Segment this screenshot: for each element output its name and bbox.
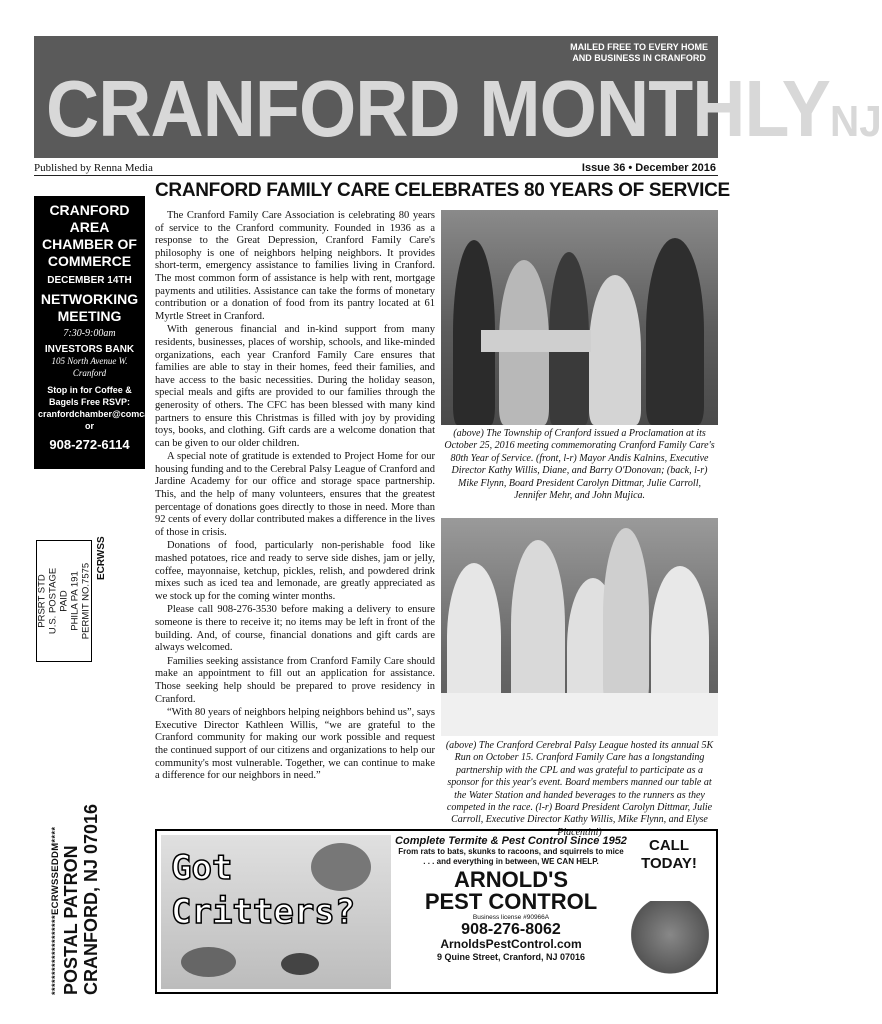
ad-company-name-2: PEST CONTROL — [424, 889, 598, 914]
newspaper-title — [46, 66, 882, 165]
ad-got-text: Got — [171, 848, 233, 888]
patron-line-1: POSTAL PATRON — [61, 845, 81, 995]
article-paragraph: A special note of gratitude is extended to Project Home for our housing funding and to the Cerebral Palsy League of Cranford and Jardine Academy for our office and storage space partnership. This, and the help of many volunteers, ensures that the greatest percentage of donations goes directly to those in need. More than 92 cents of every dollar contributed makes a difference in the lives of those in crisis. — [155, 451, 435, 538]
postage-line-1: PRSRT STD — [36, 574, 48, 628]
masthead — [34, 36, 882, 158]
publisher: Published by Renna Media — [34, 162, 153, 174]
postal-patron-block — [50, 705, 101, 995]
article-paragraph: Families seeking assistance from Cranford Family Care should make an appointment to fill out an application for assistance. Those seeking help should be prepared to prove residency in Cranford. — [155, 655, 435, 705]
proclamation-photo — [441, 210, 718, 425]
article-body — [155, 210, 435, 784]
ad-call-line-1: CALL — [649, 837, 689, 854]
podium — [481, 330, 591, 352]
mailed-line-1: MAILED FREE TO EVERY HOME — [570, 42, 708, 52]
patron-line-2: CRANFORD, NJ 07016 — [81, 803, 101, 995]
mouse-icon — [181, 947, 236, 977]
chamber-phone: 908-272-6114 — [49, 437, 130, 452]
ad-website: ArnoldsPestControl.com — [440, 937, 582, 951]
person-figure — [589, 275, 641, 425]
article-paragraph: Donations of food, particularly non-perishable food like mashed potatoes, rice and ready to serve side dishes, jam or jelly, coffee, mayonnaise, ketchup, pickles, relish, and powdered drink mixes such as iced tea and lemonade, are greatly appreciated as we stock up for the coming winter months. — [155, 540, 435, 602]
event-name-1: NETWORKING — [40, 291, 139, 307]
issue-info: Issue 36 • December 2016 — [581, 162, 716, 174]
article-paragraph: “With 80 years of neighbors helping neighbors behind us”, says Executive Director Kathleen Willis, “we are grateful to the Cranford community for making our work possible and request the continued support of our citizens and organizations to help our community's most vulnerable. Together, we can continue to make a difference for our neighbors in need.” — [155, 707, 435, 782]
postage-line-5: PERMIT NO.7575 — [80, 562, 92, 640]
ad-license: Business license #90966A — [472, 914, 550, 921]
insect-icon — [281, 953, 319, 975]
article-paragraph: Please call 908-276-3530 before making a delivery to ensure someone is there to receive it; no items may be left in front of the building. And, of course, financial donations and gift cards are always welcomed. — [155, 604, 435, 654]
article-headline: CRANFORD FAMILY CARE CELEBRATES 80 YEARS OF SERVICE — [155, 180, 730, 201]
event-name-2: MEETING — [57, 308, 122, 324]
chamber-event-box — [34, 196, 174, 469]
title-text: CRANFORD MONTHLY — [46, 64, 830, 153]
postage-text — [37, 542, 92, 660]
squirrel-icon — [311, 843, 371, 891]
person-figure — [447, 563, 501, 713]
person-figure — [646, 238, 704, 425]
title-suffix: NJ — [829, 97, 882, 146]
person-figure — [603, 528, 649, 703]
raccoon-icon — [630, 901, 710, 985]
ad-help: . . . and everything in between, WE CAN HELP. — [423, 857, 599, 866]
mailed-line-2: AND BUSINESS IN CRANFORD — [572, 53, 706, 63]
ad-phone: 908-276-8062 — [461, 921, 561, 938]
venue-town: Cranford — [72, 368, 107, 378]
publication-bar — [34, 162, 718, 176]
ad-tagline: Complete Termite & Pest Control Since 1952 — [395, 835, 627, 847]
venue-address: 105 North Avenue W. — [51, 356, 128, 366]
rsvp-note: Stop in for Coffee & Bagels Free RSVP: cranfordchamber@comcast.net or — [38, 385, 174, 431]
article-paragraph: With generous financial and in-kind support from many residents, businesses, places of worship, schools, and like-minded organizations, each year Cranford Family Care ensures that families are able to stay in their homes, feed their families, and have access to the basic necessities. During the holiday season, special meals and gifts are provided to our families through the generosity of others. The CFC has been blessed with many kind partners to ensure this Christmas is filled with joy by providing toys, books, and clothing. Gift cards are a welcome donation that can be given to our older children. — [155, 324, 435, 449]
event-venue: INVESTORS BANK — [44, 344, 135, 355]
postage-indicia — [36, 540, 92, 662]
article-paragraph: The Cranford Family Care Association is celebrating 80 years of service to the Cranford community. Founded in 1936 as a response to the Great Depression, Cranford Family Care's philosophy is one of neighbors helping neighbors. It provides short-term, emergency assistance to families living in Cranford. The most common form of assistance is help with rent, mortgage payments and utilities. Assistance can take the forms of monetary contribution or a donation of food from its pantry located at 61 Myrtle Street in Cranford. — [155, 210, 435, 322]
patron-stars: ********************ECRWSSEDDM**** — [50, 826, 61, 995]
ad-company-name-1: ARNOLD'S — [453, 867, 568, 892]
critters-art — [161, 835, 391, 989]
ad-description: From rats to bats, skunks to racoons, and squirrels to mice — [398, 847, 624, 856]
event-time: 7:30-9:00am — [63, 328, 116, 339]
photo-caption-1: (above) The Township of Cranford issued a Proclamation at its October 25, 2016 meeting commemorating Cranford Family Care's 80th Year of Service. (front, l-r) Mayor Andis Kalnins, Executive Director Kathy Willis, Diane, and Barry O'Donovan; (back, l-r) Mike Flynn, Board President Carolyn Dittmar, Julie Carroll, Jennifer Mehr, and John Mujica. — [444, 428, 715, 502]
photo-caption-2: (above) The Cranford Cerebral Palsy League hosted its annual 5K Run on October 15. Cranford Family Care has a longstanding partnership with the CPL and was grateful to participate as a sponsor for this year's event. Board members manned our table at the Water Station and handed beverages to the runners as they competed in the race. (l-r) Board President Carolyn Dittmar, Julie Carroll, Executive Director Kathy Willis, Mike Flynn, and Elyse Piacentini) — [445, 740, 714, 838]
chamber-line-4: COMMERCE — [47, 253, 132, 269]
person-figure — [511, 540, 565, 710]
ad-critters-text: Critters? — [171, 892, 356, 932]
5k-run-photo — [441, 518, 718, 736]
ecrwss-label: ECRWSS — [96, 536, 107, 580]
chamber-line-1: CRANFORD — [49, 202, 130, 218]
chamber-line-3: CHAMBER OF — [42, 236, 137, 252]
ad-address: 9 Quine Street, Cranford, NJ 07016 — [436, 952, 586, 962]
event-date: DECEMBER 14TH — [47, 275, 132, 286]
postage-line-2: U.S. POSTAGE — [47, 567, 59, 635]
ad-call-today — [634, 837, 704, 873]
pest-control-ad — [155, 829, 718, 994]
chamber-line-2: AREA — [69, 219, 110, 235]
mailed-free-note — [570, 42, 708, 64]
ad-call-line-2: TODAY! — [641, 855, 697, 872]
ad-info — [395, 835, 627, 963]
postage-line-4: PHILA PA 191 — [69, 571, 81, 631]
water-station-table — [441, 693, 718, 736]
postage-line-3: PAID — [58, 590, 70, 612]
